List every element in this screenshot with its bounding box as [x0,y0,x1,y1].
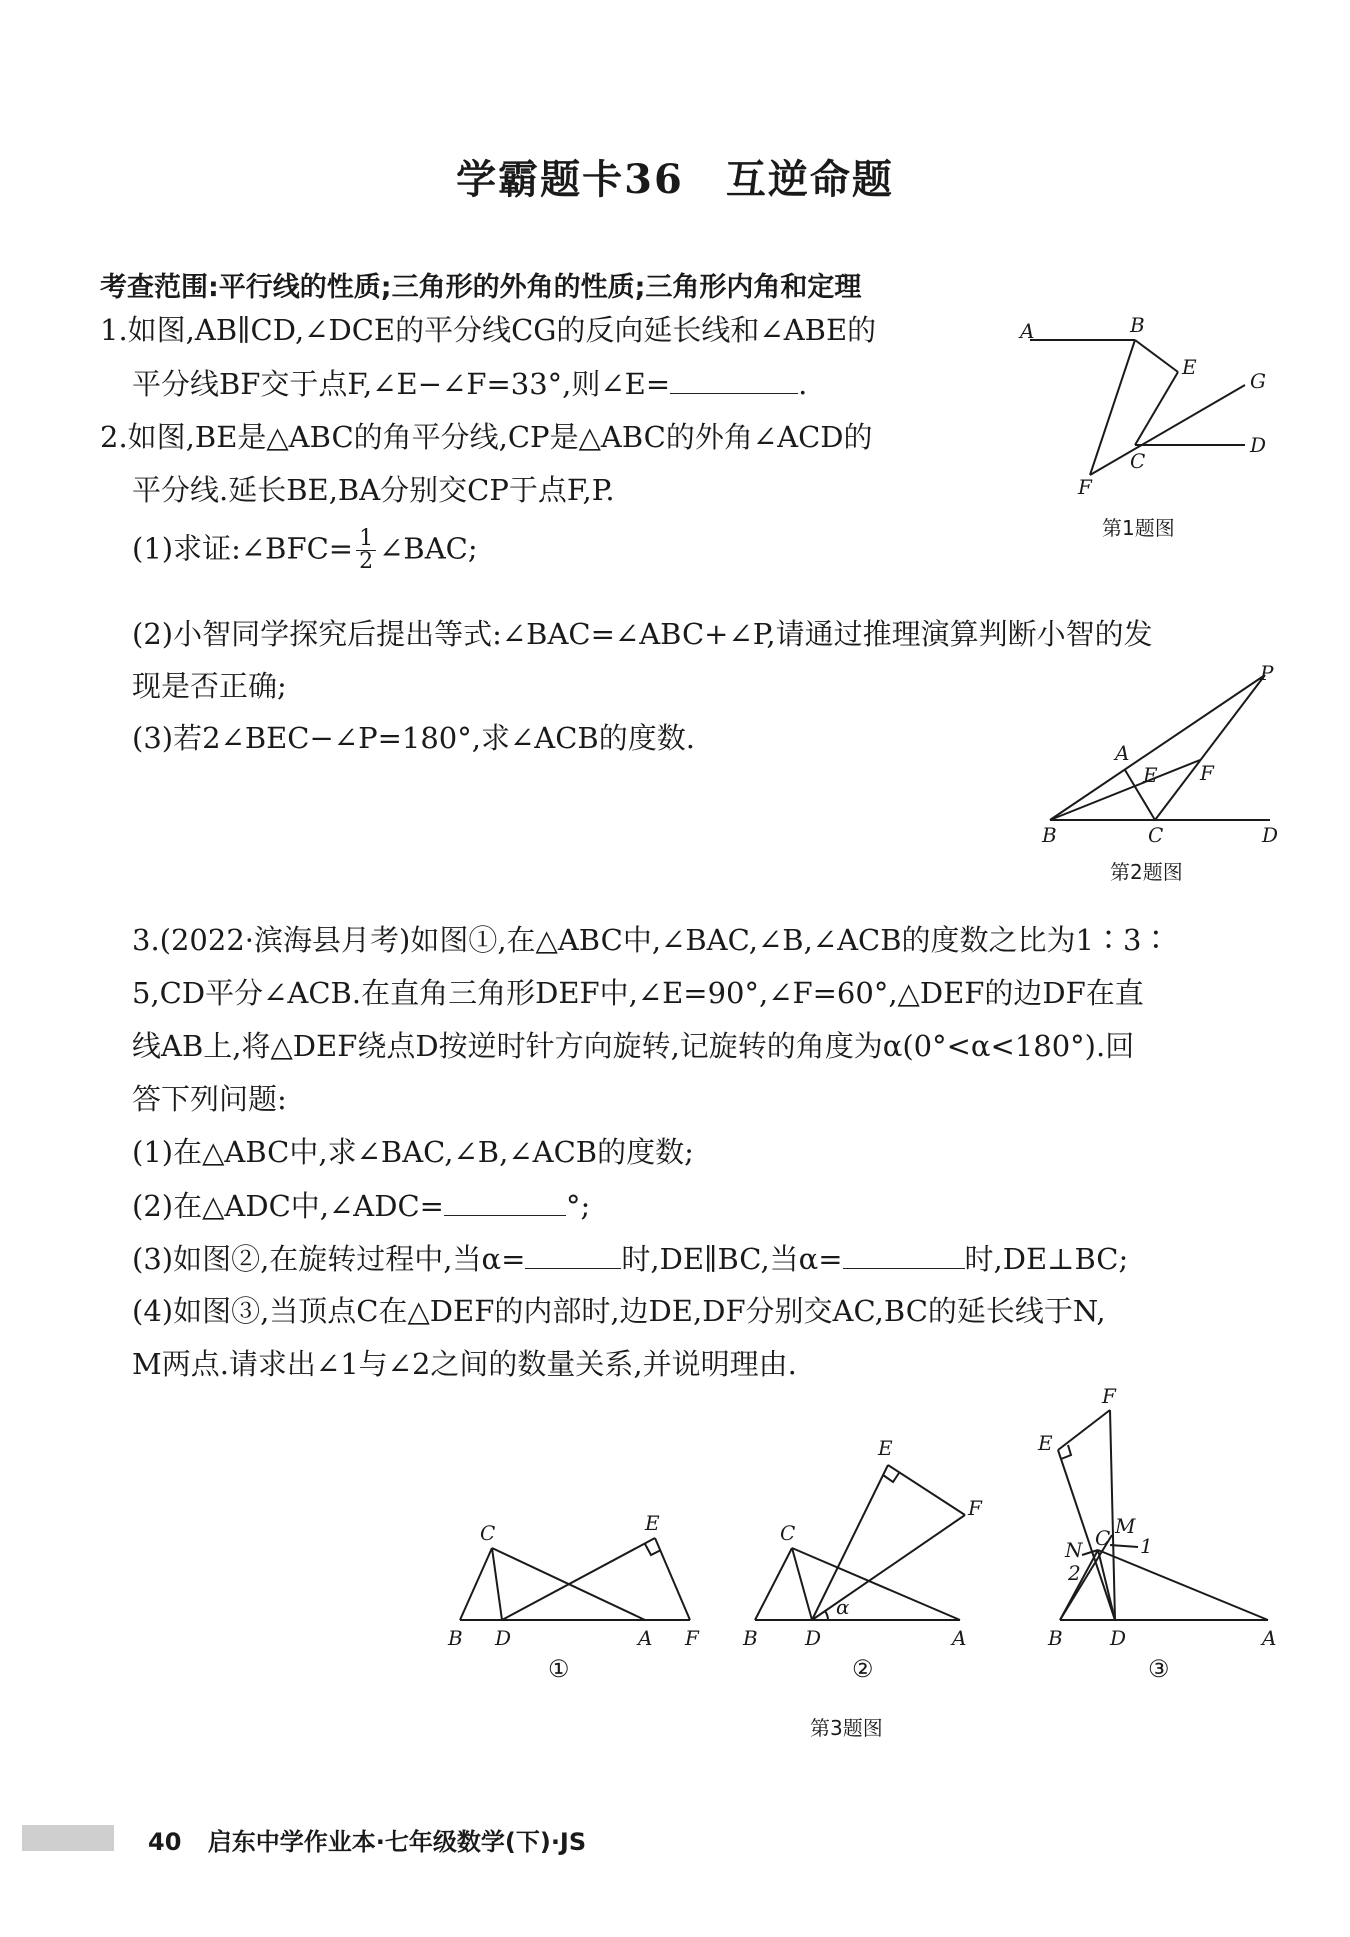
fig3-sub3-label: ③ [1148,1655,1170,1683]
q3-part2-blank[interactable] [444,1185,566,1216]
fig2-label-c: C [1148,823,1164,847]
fig3-3-label-a: A [1262,1626,1277,1650]
fig1-label-g: G [1250,369,1266,393]
line-ef [888,1465,965,1515]
q3-part2-post: °; [565,1189,591,1223]
q1-line2-text: 平分线BF交于点F,∠E−∠F=33°,则∠E= [132,367,671,401]
q2-part2-line2: 现是否正确; [132,669,287,703]
page-number: 40 [148,1828,182,1856]
q2-part1-pre: (1)求证:∠BFC= [132,531,354,566]
line-ca [1098,1550,1268,1620]
fig1-label-a: A [1020,319,1035,343]
book-title: 启东中学作业本·七年级数学(下)·JS [207,1828,587,1856]
line-cd [792,1548,812,1620]
footer [148,1822,586,1857]
line-df [812,1515,965,1620]
fig1-label-d: D [1250,433,1267,457]
q3-part2 [132,1185,590,1226]
q2-part1 [132,528,478,573]
exam-scope: 考查范围:平行线的性质;三角形的外角的性质;三角形内角和定理 [100,272,862,303]
q1-line1: 1.如图,AB∥CD,∠DCE的平分线CG的反向延长线和∠ABE的 [100,313,877,347]
fig1-label-b: B [1130,313,1145,337]
line-cd [492,1548,502,1620]
line-de [812,1465,888,1620]
q2-part3: (3)若2∠BEC−∠P=180°,求∠ACB的度数. [132,721,695,755]
fig2-label-d: D [1262,823,1279,847]
fig3-2-label-b: B [743,1626,758,1650]
line-bc [460,1548,492,1620]
fig3-caption: 第3题图 [810,1716,883,1740]
line-bp [1050,675,1265,820]
fig3-1-label-e: E [645,1511,660,1535]
figure-3-3 [1030,1385,1300,1660]
fig2-label-b: B [1042,823,1057,847]
fig3-3-label-2: 2 [1068,1561,1081,1585]
q3-line1: 3.(2022·滨海县月考)如图①,在△ABC中,∠BAC,∠B,∠ACB的度数之比为1∶3∶ [132,923,1171,957]
figure-1 [1010,310,1300,510]
fig1-label-e: E [1182,355,1197,379]
fraction-numerator: 1 [356,528,376,551]
fig1-label-f: F [1078,475,1092,499]
q2-line1: 2.如图,BE是△ABC的角平分线,CP是△ABC的外角∠ACD的 [100,420,873,454]
q3-part4-line2: M两点.请求出∠1与∠2之间的数量关系,并说明理由. [132,1347,797,1381]
q1-line2-end: . [798,367,808,401]
fig3-2-label-d: D [805,1626,822,1650]
half-fraction [356,528,376,573]
fig2-label-f: F [1200,761,1214,785]
q3-line4: 答下列问题: [132,1082,287,1116]
fig3-2-label-c: C [780,1521,796,1545]
q2-part1-post: ∠BAC; [379,531,478,566]
fig3-3-label-m: M [1115,1514,1136,1538]
fig2-label-p: P [1260,661,1274,685]
fig3-1-label-d: D [495,1626,512,1650]
fig3-3-label-d: D [1110,1626,1127,1650]
fig3-1-label-c: C [480,1521,496,1545]
line-be [1135,340,1178,372]
figure-2 [1030,660,1300,850]
fig3-2-label-e: E [878,1436,893,1460]
q3-line2: 5,CD平分∠ACB.在直角三角形DEF中,∠E=90°,∠F=60°,△DEF的边DF在直 [132,976,1144,1010]
figure-3-2 [740,1430,1000,1660]
fig3-sub1-label: ① [548,1655,570,1683]
q3-line3: 线AB上,将△DEF绕点D按逆时针方向旋转,记旋转的角度为α(0°<α<180°).回 [132,1029,1135,1063]
q3-part2-pre: (2)在△ADC中,∠ADC= [132,1189,444,1223]
q3-part3-blank2[interactable] [843,1238,965,1269]
line-ef [1058,1410,1110,1450]
fig3-1-label-a: A [638,1626,653,1650]
fig3-1-label-b: B [448,1626,463,1650]
q3-part3-blank1[interactable] [525,1238,621,1269]
line-bf [1090,340,1135,475]
fraction-denominator: 2 [359,549,374,574]
q3-part3-a: (3)如图②,在旋转过程中,当α= [132,1242,526,1276]
page-title: 学霸题卡36 互逆命题 [456,156,894,203]
fig3-3-label-b: B [1048,1626,1063,1650]
q3-part1: (1)在△ABC中,求∠BAC,∠B,∠ACB的度数; [132,1135,694,1169]
fig3-2-label-alpha: α [836,1595,850,1619]
q2-part2-line1: (2)小智同学探究后提出等式:∠BAC=∠ABC+∠P,请通过推理演算判断小智的发 [132,617,1153,651]
figure-3-1 [440,1480,720,1660]
fig3-sub2-label: ② [852,1655,874,1683]
fig2-label-e: E [1143,763,1158,787]
alpha-arc [825,1611,828,1620]
fig3-2-label-a: A [952,1626,967,1650]
q3-part3 [132,1238,1128,1279]
q2-line2: 平分线.延长BE,BA分别交CP于点F,P. [132,473,615,507]
line-fg [1090,385,1245,475]
q3-part3-c: 时,DE⊥BC; [964,1242,1129,1276]
right-angle-mark [883,1473,899,1482]
fig3-3-label-c: C [1095,1526,1111,1550]
line-de [502,1538,655,1620]
fig3-3-label-n: N [1065,1538,1083,1562]
q1-line2 [132,363,807,404]
q3-part3-b: 时,DE∥BC,当α= [621,1242,843,1276]
fig2-label-a: A [1115,741,1130,765]
line-cp [1155,675,1265,820]
fig3-1-label-f: F [685,1626,699,1650]
line-ec [1135,372,1178,445]
q1-answer-blank[interactable] [670,363,798,394]
fig1-label-c: C [1130,449,1146,473]
fig3-3-label-1: 1 [1140,1534,1153,1558]
fig2-caption: 第2题图 [1110,860,1183,884]
footer-decoration-bar [22,1825,114,1851]
q3-part4-line1: (4)如图③,当顶点C在△DEF的内部时,边DE,DF分别交AC,BC的延长线于N, [132,1294,1106,1328]
fig3-2-label-f: F [968,1496,982,1520]
fig3-3-label-e: E [1038,1431,1053,1455]
fig1-caption: 第1题图 [1102,516,1175,540]
fig3-3-label-f: F [1102,1385,1116,1408]
line-bc [755,1548,792,1620]
